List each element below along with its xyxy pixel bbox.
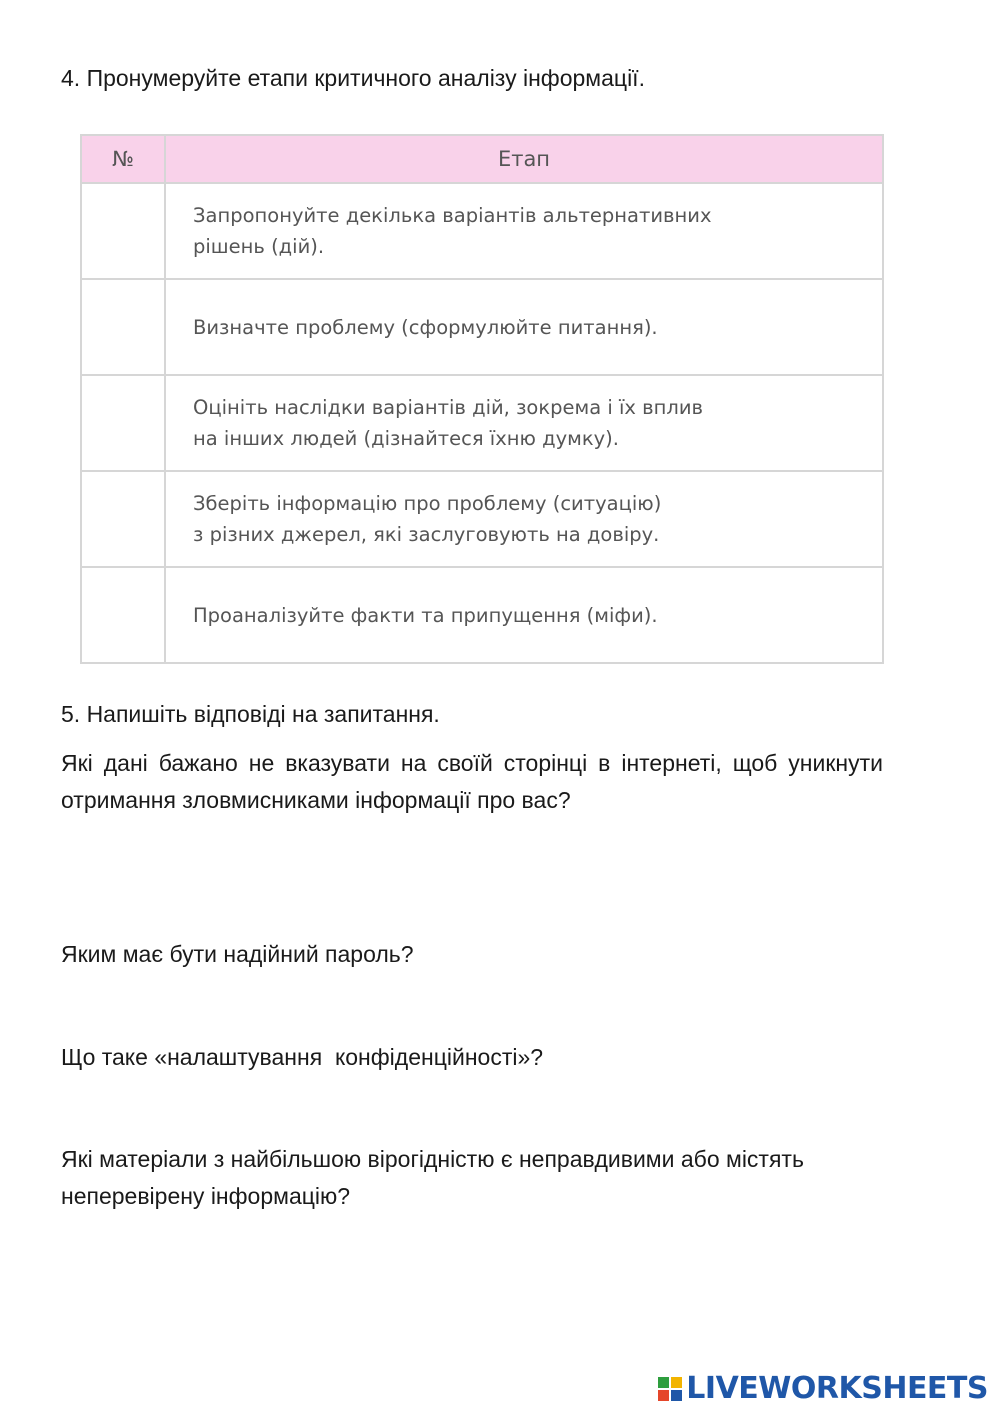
step-number-input[interactable] [81,183,165,279]
step-number-input[interactable] [81,375,165,471]
table-row [81,375,883,471]
step-text: Запропонуйте декілька варіантів альтернативних рішень (дій). [165,183,883,279]
task5-title: 5. Напишіть відповіді на запитання. [61,701,440,727]
table-row [81,279,883,375]
step-text: Оцініть наслідки варіантів дій, зокрема і їх вплив на інших людей (дізнайтеся їхню думку). [165,375,883,471]
steps-table [80,134,884,664]
step-text: Визначте проблему (сформулюйте питання). [165,279,883,375]
step-number-input[interactable] [81,279,165,375]
question-personal-data: Які дані бажано не вказувати на своїй сторінці в інтернеті, щоб уникнути отримання зловмисниками інформації про вас? [61,750,883,813]
step-column-header: Етап [165,135,883,183]
table-row [81,183,883,279]
liveworksheets-logo [658,1371,988,1406]
liveworksheets-logo-mark [658,1377,682,1401]
question-unreliable-materials: Які матеріали з найбільшою вірогідністю є неправдивими або містять неперевірену інформацію? [61,1146,804,1209]
number-column-header: № [81,135,165,183]
step-text: Зберіть інформацію про проблему (ситуацію) з різних джерел, які заслуговують на довіру. [165,471,883,567]
question-password: Яким має бути надійний пароль? [61,941,414,967]
question-privacy-settings: Що таке «налаштування конфіденційності»? [61,1044,544,1070]
table-header-row [81,135,883,183]
table-row [81,471,883,567]
step-text: Проаналізуйте факти та припущення (міфи). [165,567,883,663]
step-number-input[interactable] [81,567,165,663]
step-number-input[interactable] [81,471,165,567]
liveworksheets-logo-text: LIVEWORKSHEETS [686,1371,988,1406]
table-row [81,567,883,663]
task4-title: 4. Пронумеруйте етапи критичного аналізу інформації. [61,65,645,91]
